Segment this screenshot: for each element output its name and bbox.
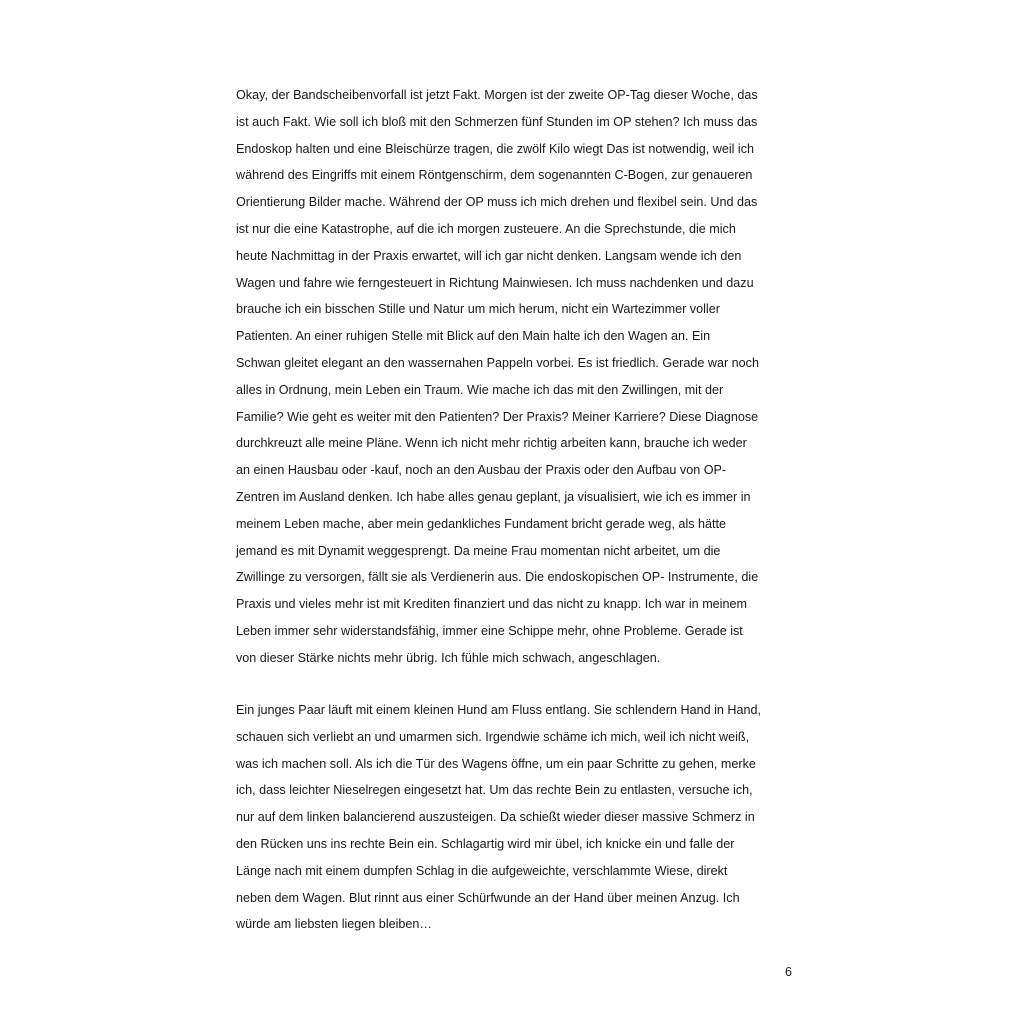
text-line: ich, dass leichter Nieselregen eingesetzt hat. Um das rechte Bein zu entlasten, versuche ich, [236,783,753,798]
text-line: Endoskop halten und eine Bleischürze tragen, die zwölf Kilo wiegt Das ist notwendig, weil ich [236,141,755,156]
text-line: brauche ich ein bisschen Stille und Natur um mich herum, nicht ein Wartezimmer voller [236,302,720,317]
text-line: Familie? Wie geht es weiter mit den Patienten? Der Praxis? Meiner Karriere? Diese Diagnose [236,409,759,424]
text-line: heute Nachmittag in der Praxis erwartet, will ich gar nicht denken. Langsam wende ich den [236,248,742,263]
text-line: neben dem Wagen. Blut rinnt aus einer Schürfwunde an der Hand über meinen Anzug. Ich [236,890,740,905]
text-line: den Rücken uns ins rechte Bein ein. Schlagartig wird mir übel, ich knicke ein und falle der [236,836,735,851]
text-line: Ein junges Paar läuft mit einem kleinen Hund am Fluss entlang. Sie schlendern Hand in Hand, [236,703,762,717]
text-line: was ich machen soll. Als ich die Tür des Wagens öffne, um ein paar Schritte zu gehen, merke [236,756,756,771]
text-line: würde am liebsten liegen bleiben… [236,917,433,932]
text-line: Leben immer sehr widerstandsfähig, immer eine Schippe mehr, ohne Probleme. Gerade ist [236,623,743,638]
page-number: 6 [784,965,792,979]
text-line: von dieser Stärke nichts mehr übrig. Ich fühle mich schwach, angeschlagen. [236,650,661,665]
text-line: Wagen und fahre wie ferngesteuert in Richtung Mainwiesen. Ich muss nachdenken und dazu [236,275,754,290]
text-line: Zentren im Ausland denken. Ich habe alles genau geplant, ja visualisiert, wie ich es immer in [236,489,751,504]
text-line: alles in Ordnung, mein Leben ein Traum. Wie mache ich das mit den Zwillingen, mit der [236,382,724,397]
text-line: Schwan gleitet elegant an den wassernahen Pappeln vorbei. Es ist friedlich. Gerade war noch [236,355,759,370]
text-line: ist auch Fakt. Wie soll ich bloß mit den Schmerzen fünf Stunden im OP stehen? Ich muss das [236,114,758,129]
text-line: Praxis und vieles mehr ist mit Krediten finanziert und das nicht zu knapp. Ich war in meinem [236,597,747,612]
text-line: durchkreuzt alle meine Pläne. Wenn ich nicht mehr richtig arbeiten kann, brauche ich weder [236,436,747,451]
text-line: jemand es mit Dynamit weggesprengt. Da meine Frau momentan nicht arbeitet, um die [236,543,721,558]
text-line: meinem Leben mache, aber mein gedankliches Fundament bricht gerade weg, als hätte [236,516,727,531]
text-line: Okay, der Bandscheibenvorfall ist jetzt Fakt. Morgen ist der zweite OP-Tag dieser Woche, das [236,88,758,102]
text-line: Länge nach mit einem dumpfen Schlag in die aufgeweichte, verschlammte Wiese, direkt [236,863,728,878]
text-line: während des Eingriffs mit einem Röntgenschirm, dem sogenannten C-Bogen, zur genaueren [236,168,753,183]
text-line: an einen Hausbau oder -kauf, noch an den Ausbau der Praxis oder den Aufbau von OP- [236,463,727,478]
paragraph-1 [236,82,792,672]
text-line: nur auf dem linken balancierend auszusteigen. Da schießt wieder dieser massive Schmerz in [236,810,755,825]
text-line: schauen sich verliebt an und umarmen sich. Irgendwie schäme ich mich, weil ich nicht weiß, [236,729,750,744]
text-line: Zwillinge zu versorgen, fällt sie als Verdienerin aus. Die endoskopischen OP- Instrumente, die [236,570,759,585]
text-line: Patienten. An einer ruhigen Stelle mit Blick auf den Main halte ich den Wagen an. Ein [236,329,711,344]
text-line: ist nur die eine Katastrophe, auf die ich morgen zusteuere. An die Sprechstunde, die mich [236,221,736,236]
text-line: Orientierung Bilder mache. Während der OP muss ich mich drehen und flexibel sein. Und das [236,195,758,210]
paragraph-2 [236,697,792,938]
